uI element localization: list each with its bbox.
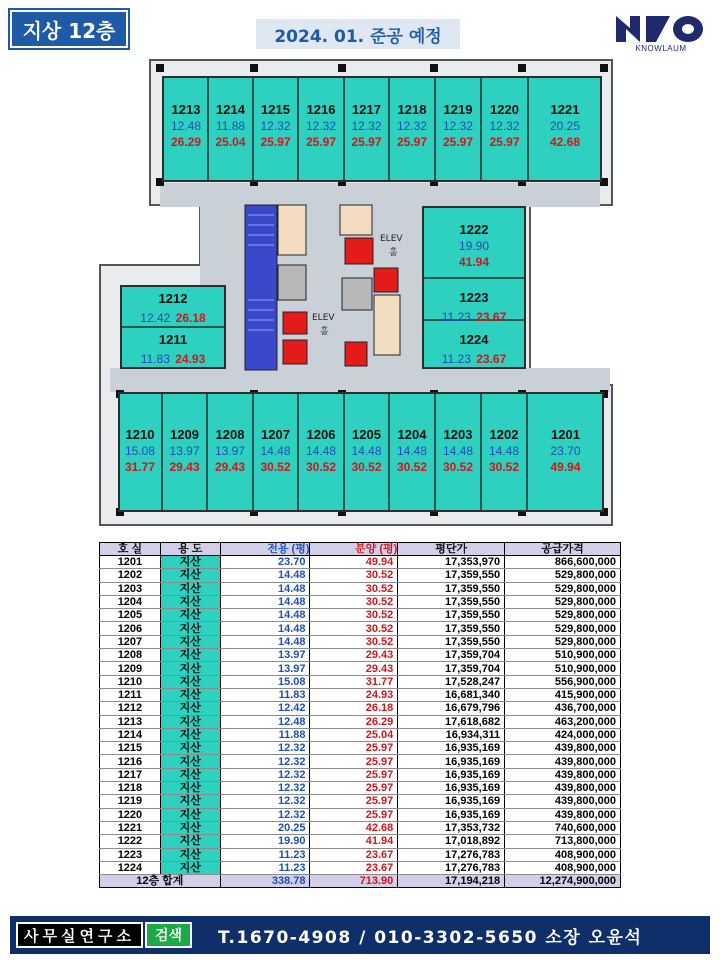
table-cell: 529,800,000 (505, 569, 621, 582)
table-cell: 11.83 (220, 688, 310, 701)
table-row (100, 808, 621, 821)
table-cell: 17,528,247 (398, 675, 505, 688)
table-cell: 415,900,000 (505, 688, 621, 701)
table-row (100, 662, 621, 675)
unit-1223[interactable]: 1223 11.23 23.67 (441, 290, 507, 324)
unit-1209[interactable]: 1209 13.97 29.43 (169, 427, 200, 474)
table-cell: 17,359,550 (398, 569, 505, 582)
table-cell: 17,018,892 (398, 835, 505, 848)
table-cell: 408,900,000 (505, 861, 621, 874)
table-cell: 529,800,000 (505, 635, 621, 648)
unit-1207[interactable]: 1207 14.48 30.52 (260, 427, 291, 474)
table-cell: 17,359,550 (398, 622, 505, 635)
table-row (100, 595, 621, 608)
table-cell: 19.90 (220, 835, 310, 848)
table-cell: 12.32 (220, 782, 310, 795)
unit-1216[interactable]: 1216 12.32 25.97 (305, 102, 337, 149)
table-cell: 439,800,000 (505, 808, 621, 821)
table-cell: 1214 (100, 728, 161, 741)
table-cell: 지산 (160, 782, 220, 795)
table-cell: 25.97 (310, 742, 398, 755)
table-cell: 866,600,000 (505, 556, 621, 569)
table-cell: 16,935,169 (398, 795, 505, 808)
table-cell: 17,618,682 (398, 715, 505, 728)
table-cell: 16,935,169 (398, 782, 505, 795)
col-header-unit: 호 실 (100, 543, 161, 556)
table-cell: 26.18 (310, 702, 398, 715)
table-cell: 1218 (100, 782, 161, 795)
table-row (100, 609, 621, 622)
table-row (100, 635, 621, 648)
table-cell: 12.32 (220, 768, 310, 781)
table-cell: 439,800,000 (505, 742, 621, 755)
table-cell: 지산 (160, 702, 220, 715)
table-cell: 14.48 (220, 582, 310, 595)
price-table (99, 542, 621, 888)
table-cell: 16,935,169 (398, 755, 505, 768)
table-header-row (100, 543, 621, 556)
unit-1206[interactable]: 1206 14.48 30.52 (305, 427, 337, 474)
table-cell: 17,276,783 (398, 848, 505, 861)
unit-1212[interactable]: 1212 12.42 26.18 (140, 291, 206, 325)
table-cell: 11.23 (220, 861, 310, 874)
table-cell: 1224 (100, 861, 161, 874)
table-cell: 지산 (160, 742, 220, 755)
table-cell: 지산 (160, 595, 220, 608)
floor-badge: 지상 12층 (10, 10, 128, 48)
hall-label-1: 홀 (389, 248, 398, 258)
table-cell: 지산 (160, 715, 220, 728)
table-cell: 16,935,169 (398, 808, 505, 821)
col-header-exclusive: 전용 (평) (220, 543, 310, 556)
table-cell: 529,800,000 (505, 595, 621, 608)
table-cell: 11.88 (220, 728, 310, 741)
table-cell: 14.48 (220, 622, 310, 635)
table-cell: 30.52 (310, 635, 398, 648)
table-cell: 49.94 (310, 556, 398, 569)
table-cell: 지산 (160, 622, 220, 635)
table-cell: 30.52 (310, 609, 398, 622)
table-cell: 30.52 (310, 569, 398, 582)
table-row (100, 715, 621, 728)
table-cell: 16,934,311 (398, 728, 505, 741)
table-cell: 25.97 (310, 755, 398, 768)
table-cell: 지산 (160, 609, 220, 622)
table-row (100, 755, 621, 768)
table-cell: 17,353,732 (398, 821, 505, 834)
table-cell: 17,353,970 (398, 556, 505, 569)
logo-text: KNOWLAUM (635, 44, 687, 53)
table-cell: 17,359,704 (398, 649, 505, 662)
table-cell: 1213 (100, 715, 161, 728)
col-header-use: 용 도 (160, 543, 220, 556)
unit-1222[interactable]: 1222 19.90 41.94 (458, 222, 490, 269)
col-header-supply-price: 공급가격 (505, 543, 621, 556)
table-cell: 12.42 (220, 702, 310, 715)
unit-1205[interactable]: 1205 14.48 30.52 (351, 427, 382, 474)
table-cell: 지산 (160, 808, 220, 821)
table-cell: 지산 (160, 848, 220, 861)
table-cell: 23.70 (220, 556, 310, 569)
table-cell: 13.97 (220, 662, 310, 675)
table-cell: 지산 (160, 569, 220, 582)
table-cell: 439,800,000 (505, 768, 621, 781)
table-cell: 1209 (100, 662, 161, 675)
table-cell: 23.67 (310, 861, 398, 874)
table-cell: 31.77 (310, 675, 398, 688)
hall-label-2: 홀 (320, 327, 329, 337)
table-row (100, 768, 621, 781)
unit-1202[interactable]: 1202 14.48 30.52 (488, 427, 520, 474)
table-cell: 지산 (160, 635, 220, 648)
table-cell: 439,800,000 (505, 755, 621, 768)
table-row (100, 622, 621, 635)
unit-1218[interactable]: 1218 12.32 25.97 (396, 102, 428, 149)
table-cell: 436,700,000 (505, 702, 621, 715)
contact-footer (10, 916, 710, 954)
unit-1213[interactable]: 1213 12.48 26.29 (170, 102, 202, 149)
table-cell: 1204 (100, 595, 161, 608)
table-row (100, 848, 621, 861)
table-cell: 12.32 (220, 755, 310, 768)
table-cell: 지산 (160, 755, 220, 768)
table-cell: 1207 (100, 635, 161, 648)
table-cell: 16,935,169 (398, 742, 505, 755)
table-cell: 439,800,000 (505, 782, 621, 795)
table-cell: 529,800,000 (505, 622, 621, 635)
table-cell: 1217 (100, 768, 161, 781)
table-cell: 14.48 (220, 609, 310, 622)
unit-1224[interactable]: 1224 11.23 23.67 (441, 332, 507, 366)
table-cell: 26.29 (310, 715, 398, 728)
table-row (100, 569, 621, 582)
table-cell: 지산 (160, 688, 220, 701)
contact-phone: T.1670-4908 / 010-3302-5650 소장 오윤석 (218, 927, 643, 948)
table-cell: 25.97 (310, 782, 398, 795)
table-cell: 30.52 (310, 622, 398, 635)
table-cell: 529,800,000 (505, 609, 621, 622)
table-cell: 13.97 (220, 649, 310, 662)
table-row (100, 742, 621, 755)
table-row (100, 688, 621, 701)
total-cell: 12,274,900,000 (505, 875, 621, 888)
table-cell: 12.48 (220, 715, 310, 728)
table-cell: 17,359,550 (398, 595, 505, 608)
unit-1210[interactable]: 1210 15.08 31.77 (124, 427, 156, 474)
table-cell: 25.97 (310, 808, 398, 821)
table-cell: 25.04 (310, 728, 398, 741)
table-row (100, 556, 621, 569)
table-row (100, 582, 621, 595)
table-row (100, 702, 621, 715)
table-cell: 1212 (100, 702, 161, 715)
table-cell: 1222 (100, 835, 161, 848)
table-cell: 1220 (100, 808, 161, 821)
table-cell: 14.48 (220, 595, 310, 608)
total-cell: 17,194,218 (398, 875, 505, 888)
unit-1217[interactable]: 1217 12.32 25.97 (351, 102, 382, 149)
elev-label-1: ELEV (380, 234, 403, 244)
table-cell: 15.08 (220, 675, 310, 688)
table-cell: 30.52 (310, 595, 398, 608)
table-cell: 지산 (160, 728, 220, 741)
table-cell: 1208 (100, 649, 161, 662)
table-cell: 17,359,550 (398, 635, 505, 648)
unit-1204[interactable]: 1204 14.48 30.52 (396, 427, 428, 474)
table-cell: 529,800,000 (505, 582, 621, 595)
unit-1208[interactable]: 1208 13.97 29.43 (214, 427, 246, 474)
table-cell: 12.32 (220, 808, 310, 821)
table-cell: 510,900,000 (505, 649, 621, 662)
table-row (100, 728, 621, 741)
total-cell: 713.90 (310, 875, 398, 888)
table-cell: 지산 (160, 768, 220, 781)
table-cell: 1215 (100, 742, 161, 755)
table-cell: 17,359,704 (398, 662, 505, 675)
table-cell: 지산 (160, 556, 220, 569)
table-cell: 16,681,340 (398, 688, 505, 701)
table-cell: 16,679,796 (398, 702, 505, 715)
table-row (100, 821, 621, 834)
table-row (100, 649, 621, 662)
table-cell: 17,276,783 (398, 861, 505, 874)
table-row (100, 861, 621, 874)
unit-1211[interactable]: 1211 11.83 24.93 (140, 332, 206, 366)
table-cell: 지산 (160, 662, 220, 675)
unit-1215[interactable]: 1215 12.32 25.97 (260, 102, 291, 149)
completion-date: 2024. 01. 준공 예정 (256, 19, 460, 49)
table-total-row (100, 875, 621, 888)
table-cell: 지산 (160, 582, 220, 595)
brand-name: 사무실연구소 (16, 922, 143, 948)
table-cell: 12.32 (220, 742, 310, 755)
table-cell: 1221 (100, 821, 161, 834)
table-cell: 14.48 (220, 569, 310, 582)
table-cell: 510,900,000 (505, 662, 621, 675)
table-cell: 1205 (100, 609, 161, 622)
table-cell: 25.97 (310, 795, 398, 808)
unit-1201[interactable]: 1201 23.70 49.94 (550, 427, 581, 474)
unit-1220[interactable]: 1220 12.32 25.97 (489, 102, 520, 149)
table-cell: 12.32 (220, 795, 310, 808)
table-row (100, 795, 621, 808)
table-cell: 16,935,169 (398, 768, 505, 781)
unit-1203[interactable]: 1203 14.48 30.52 (442, 427, 474, 474)
table-cell: 41.94 (310, 835, 398, 848)
table-cell: 지산 (160, 795, 220, 808)
total-label: 12층 합계 (100, 875, 221, 888)
table-cell: 29.43 (310, 649, 398, 662)
table-cell: 1211 (100, 688, 161, 701)
table-cell: 23.67 (310, 848, 398, 861)
table-cell: 29.43 (310, 662, 398, 675)
table-row (100, 675, 621, 688)
table-cell: 42.68 (310, 821, 398, 834)
table-cell: 지산 (160, 861, 220, 874)
unit-1219[interactable]: 1219 12.32 25.97 (442, 102, 474, 149)
table-cell: 1210 (100, 675, 161, 688)
table-cell: 30.52 (310, 582, 398, 595)
table-row (100, 782, 621, 795)
table-cell: 1206 (100, 622, 161, 635)
table-cell: 1203 (100, 582, 161, 595)
table-cell: 25.97 (310, 768, 398, 781)
table-cell: 463,200,000 (505, 715, 621, 728)
table-cell: 424,000,000 (505, 728, 621, 741)
table-cell: 지산 (160, 835, 220, 848)
total-cell: 338.78 (220, 875, 310, 888)
unit-1221[interactable]: 1221 20.25 42.68 (549, 102, 581, 149)
table-cell: 17,359,550 (398, 609, 505, 622)
table-cell: 1216 (100, 755, 161, 768)
table-cell: 439,800,000 (505, 795, 621, 808)
table-cell: 1202 (100, 569, 161, 582)
elev-label-2: ELEV (312, 313, 335, 323)
table-cell: 11.23 (220, 848, 310, 861)
unit-1214[interactable]: 1214 11.88 25.04 (215, 102, 246, 149)
table-row (100, 835, 621, 848)
table-cell: 17,359,550 (398, 582, 505, 595)
table-cell: 713,800,000 (505, 835, 621, 848)
col-header-price-per-pyeong: 평단가 (398, 543, 505, 556)
table-cell: 556,900,000 (505, 675, 621, 688)
table-cell: 1201 (100, 556, 161, 569)
table-cell: 14.48 (220, 635, 310, 648)
search-button[interactable]: 검색 (145, 922, 192, 948)
table-cell: 408,900,000 (505, 848, 621, 861)
table-cell: 24.93 (310, 688, 398, 701)
table-cell: 지산 (160, 675, 220, 688)
table-cell: 1219 (100, 795, 161, 808)
table-cell: 지산 (160, 821, 220, 834)
table-cell: 740,600,000 (505, 821, 621, 834)
col-header-sale: 분양 (평) (310, 543, 398, 556)
table-cell: 지산 (160, 649, 220, 662)
table-cell: 20.25 (220, 821, 310, 834)
table-cell: 1223 (100, 848, 161, 861)
